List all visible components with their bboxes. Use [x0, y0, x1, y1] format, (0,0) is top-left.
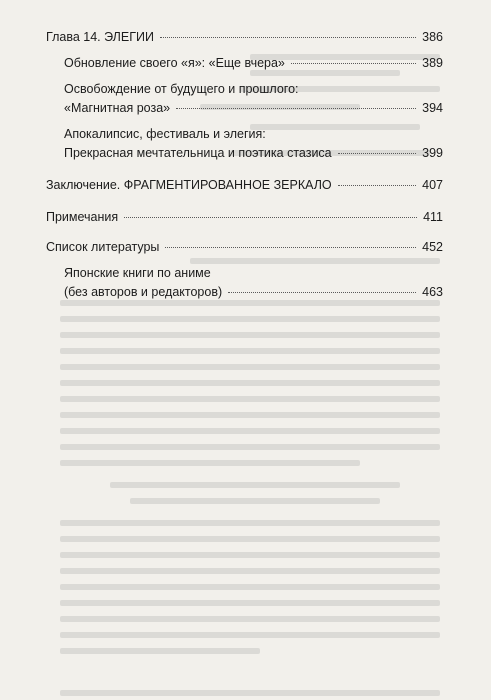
toc-entry-section-14-3: [64, 127, 443, 161]
toc-entry-title: Обновление своего «я»: «Еще вчера»: [64, 56, 285, 70]
toc-entry-title: Список литературы: [46, 240, 160, 254]
toc-entry-japanese-books: [64, 266, 443, 300]
toc-entry-chapter-14: [46, 30, 443, 45]
toc-entry-title-line-1: Японские книги по аниме: [64, 266, 211, 280]
toc-entry-title: Глава 14. ЭЛЕГИИ: [46, 30, 154, 44]
toc-entry-title-line-2: (без авторов и редакторов): [64, 285, 223, 299]
toc-entry-title-line-2: «Магнитная роза»: [64, 101, 171, 115]
toc-entry-title-line-1: Апокалипсис, фестиваль и элегия:: [64, 127, 266, 141]
dot-leader: [160, 37, 416, 38]
toc-entry-page: 452: [422, 240, 443, 254]
dot-leader: [176, 108, 416, 109]
dot-leader: [338, 153, 417, 154]
toc-entry-title-line-1: Освобождение от будущего и прошлого:: [64, 82, 299, 96]
dot-leader: [228, 292, 416, 293]
toc-entry-page: 399: [422, 146, 443, 160]
dot-leader: [338, 185, 416, 186]
toc-entry-title: Заключение. ФРАГМЕНТИРОВАННОЕ ЗЕРКАЛО: [46, 178, 332, 192]
toc-entry-page: 386: [422, 30, 443, 44]
toc-entry-bibliography: [46, 240, 443, 255]
toc-entry-section-14-2: [64, 82, 443, 116]
toc-entry-page: 389: [422, 56, 443, 70]
toc-entry-title: Примечания: [46, 210, 119, 224]
dot-leader: [165, 247, 416, 248]
toc-entry-section-14-1: [64, 56, 443, 71]
toc-entry-page: 411: [423, 210, 443, 224]
toc-entry-conclusion: [46, 178, 443, 193]
toc-entry-page: 394: [422, 101, 443, 115]
toc-entry-title-line-2: Прекрасная мечтательница и поэтика стазиса: [64, 146, 332, 160]
toc-entry-page: 407: [422, 178, 443, 192]
dot-leader: [291, 63, 416, 64]
toc-entry-notes: [46, 210, 443, 225]
dot-leader: [124, 217, 417, 218]
toc-entry-page: 463: [422, 285, 443, 299]
